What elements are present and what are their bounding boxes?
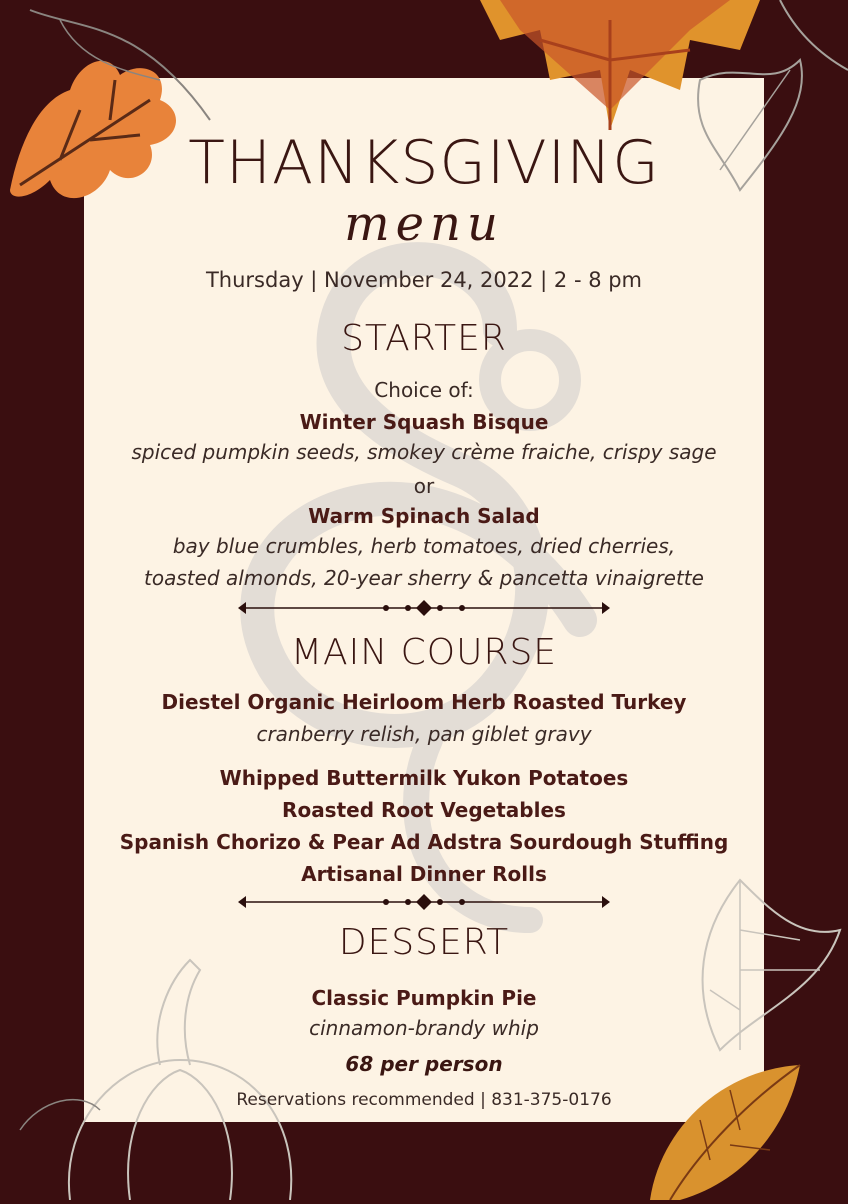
side-item: Spanish Chorizo & Pear Ad Adstra Sourdough Stuffing [119,830,729,854]
side-item: Artisanal Dinner Rolls [301,862,547,886]
autumn-leaf-bottomright-icon [640,1060,810,1204]
event-date: Thursday | November 24, 2022 | 2 - 8 pm [205,268,643,292]
entree-desc: cranberry relish, pan giblet gravy [256,722,592,746]
menu-title: THANKSGIVING [188,128,660,198]
starter-heading: STARTER [341,318,507,359]
starter-intro: Choice of: [374,378,474,402]
starter-item-name: Warm Spinach Salad [308,504,540,528]
starter-item-desc: bay blue crumbles, herb tomatoes, dried cherries, [172,534,676,558]
menu-subtitle: menu [344,196,504,252]
side-item: Roasted Root Vegetables [282,798,566,822]
dessert-name: Classic Pumpkin Pie [311,986,537,1010]
main-course-heading: MAIN COURSE [290,632,558,673]
side-item: Whipped Buttermilk Yukon Potatoes [219,766,629,790]
ornamental-divider [236,598,612,622]
starter-item-desc: toasted almonds, 20-year sherry & pancetta vinaigrette [144,566,704,590]
starter-item-desc: spiced pumpkin seeds, smokey crème fraiche, crispy sage [131,440,717,464]
entree-name: Diestel Organic Heirloom Herb Roasted Turkey [161,690,687,714]
price: 68 per person [345,1052,503,1076]
dessert-heading: DESSERT [338,922,510,963]
sketch-leaf-topleft-icon [20,0,220,144]
ornamental-divider [236,892,612,916]
reservations-info: Reservations recommended | 831-375-0176 [236,1090,612,1110]
starter-item-name: Winter Squash Bisque [299,410,549,434]
dessert-desc: cinnamon-brandy whip [309,1016,539,1040]
starter-or: or [413,474,435,498]
